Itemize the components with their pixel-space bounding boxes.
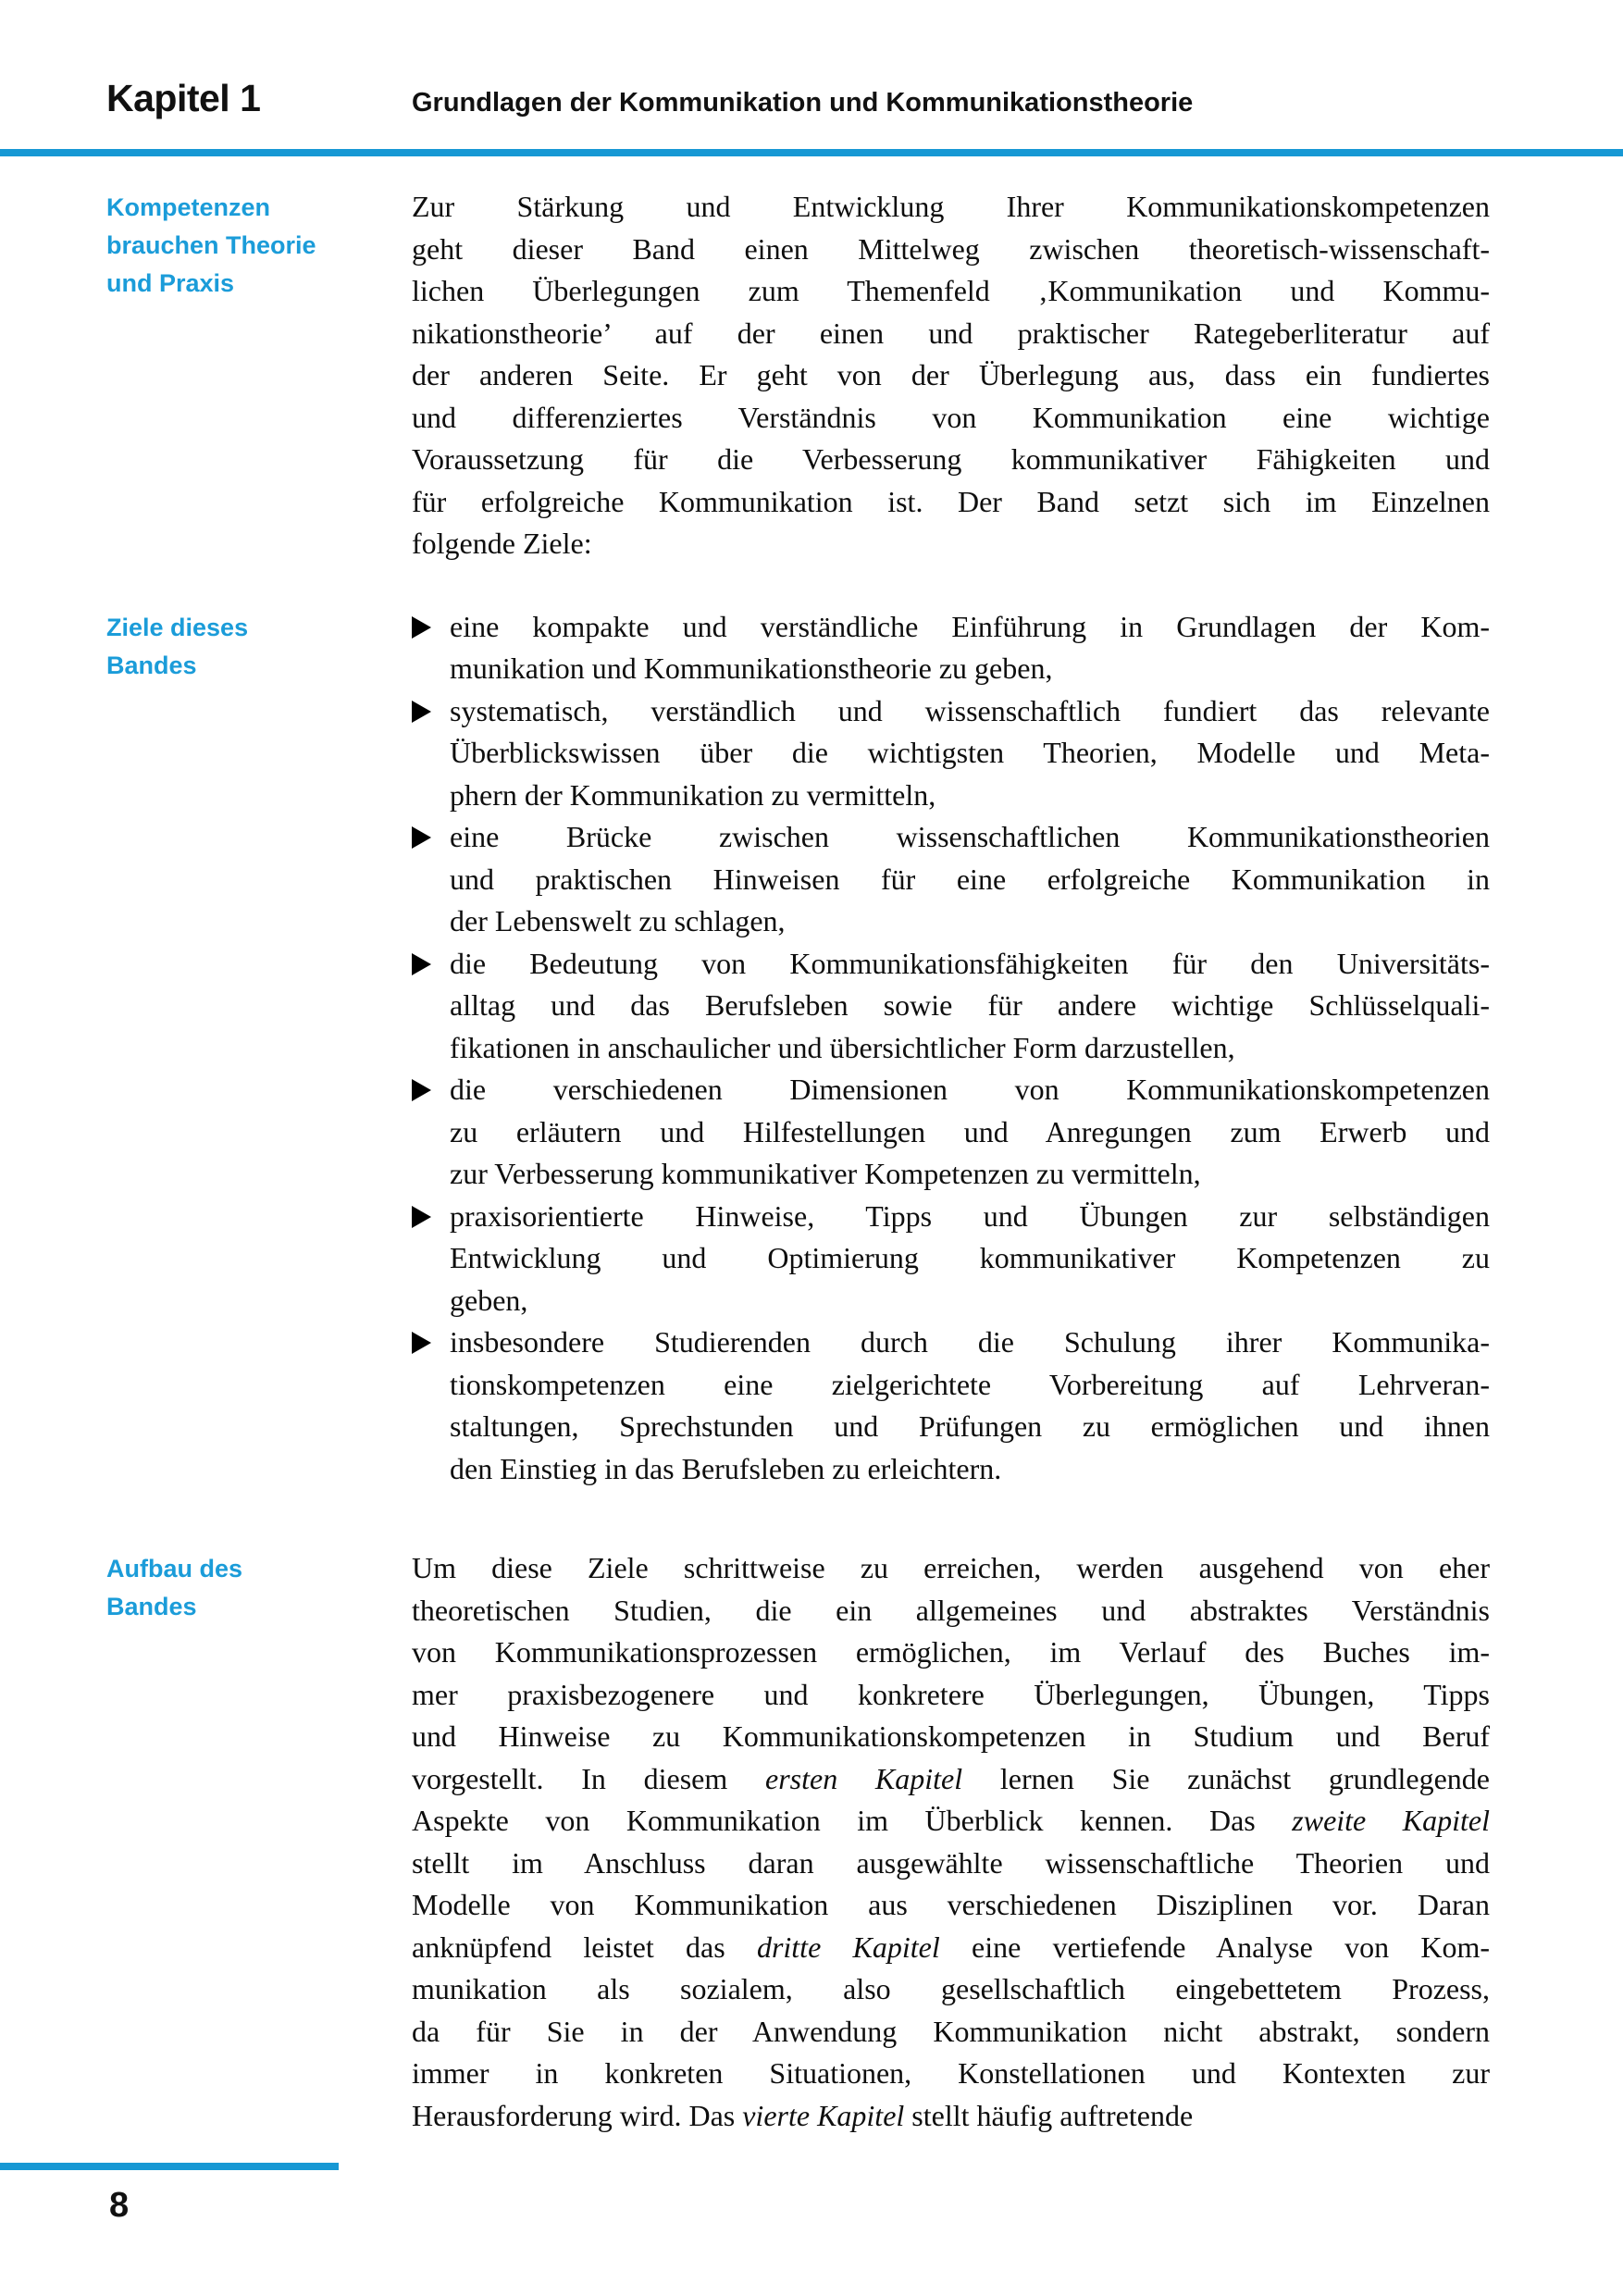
text-line: zu erläutern und Hilfestellungen und Anregungen zum Erwerb und <box>450 1114 1490 1148</box>
text-line: und differenziertes Verständnis von Kommunikation eine wichtige <box>412 400 1490 434</box>
text-line: Entwicklung und Optimierung kommunikativer Kompetenzen zu <box>450 1241 1490 1274</box>
header-divider <box>0 149 1623 156</box>
section-aufbau <box>106 1547 1490 2137</box>
margin-note-aufbau <box>106 1547 412 1626</box>
margin-note-line: Ziele dieses <box>106 613 249 641</box>
text-line: Überblickswissen über die wichtigsten Theorien, Modelle und Meta- <box>450 736 1490 769</box>
page-number: 8 <box>109 2186 130 2225</box>
text-line: Herausforderung wird. Das vierte Kapitel stellt häufig auftretende <box>412 2098 1194 2132</box>
bullet-triangle-icon <box>412 1079 431 1101</box>
goals-bullet-list <box>412 606 1490 1491</box>
text-line: zur Verbesserung kommunikativer Kompetenzen zu vermitteln, <box>450 1157 1201 1190</box>
text-line: die Bedeutung von Kommunikationsfähigkeiten für den Universitäts- <box>450 946 1490 980</box>
text-line: der anderen Seite. Er geht von der Überlegung aus, dass ein fundiertes <box>412 358 1490 391</box>
page-header <box>0 0 1623 125</box>
margin-note-line: Bandes <box>106 651 197 679</box>
bullet-item <box>412 816 1490 943</box>
text-line: eine Brücke zwischen wissenschaftlichen Kommunikationstheorien <box>450 820 1490 853</box>
text-line: von Kommunikationsprozessen ermöglichen, im Verlauf des Buches im- <box>412 1635 1490 1669</box>
text-line: alltag und das Berufsleben sowie für andere wichtige Schlüsselquali- <box>450 988 1490 1022</box>
text-line: insbesondere Studierenden durch die Schulung ihrer Kommunika- <box>450 1325 1490 1359</box>
text-line: eine kompakte und verständliche Einführung in Grundlagen der Kom- <box>450 609 1490 643</box>
text-line: stellt im Anschluss daran ausgewählte wissenschaftliche Theorien und <box>412 1845 1490 1880</box>
margin-note-kompetenzen <box>106 186 412 303</box>
bullet-triangle-icon <box>412 826 431 849</box>
margin-note-line: Aufbau des <box>106 1555 243 1582</box>
bullet-item <box>412 690 1490 817</box>
text-line: lichen Überlegungen zum Themenfeld ‚Kommunikation und Kommu- <box>412 274 1490 307</box>
text-line: Aspekte von Kommunikation im Überblick kennen. Das zweite Kapitel <box>412 1804 1491 1837</box>
bullet-triangle-icon <box>412 1206 431 1228</box>
bullet-item <box>412 943 1490 1070</box>
section-intro <box>106 186 1490 565</box>
text-line: da für Sie in der Anwendung Kommunikation nicht abstrakt, sondern <box>412 2014 1490 2048</box>
text-line: und Hinweise zu Kommunikationskompetenzen in Studium und Beruf <box>412 1719 1490 1753</box>
bullet-triangle-icon <box>412 953 431 975</box>
chapter-title: Grundlagen der Kommunikation und Kommunikationstheorie <box>412 88 1194 118</box>
text-line: staltungen, Sprechstunden und Prüfungen zu ermöglichen und ihnen <box>450 1409 1490 1443</box>
section-ziele <box>106 606 1490 1491</box>
text-line: der Lebenswelt zu schlagen, <box>450 904 786 937</box>
text-line: geben, <box>450 1283 528 1317</box>
intro-paragraph <box>412 186 1490 565</box>
text-line: anknüpfend leistet das dritte Kapitel eine vertiefende Analyse von Kom- <box>412 1930 1491 1964</box>
margin-note-line: und Praxis <box>106 269 235 297</box>
bullet-item <box>412 1069 1490 1196</box>
text-line: immer in konkreten Situationen, Konstellationen und Kontexten zur <box>412 2056 1490 2090</box>
margin-note-ziele <box>106 606 412 685</box>
margin-note-line: Kompetenzen <box>106 193 271 221</box>
text-line: und praktischen Hinweisen für eine erfolgreiche Kommunikation in <box>450 862 1490 896</box>
chapter-label: Kapitel 1 <box>106 77 261 119</box>
bullet-triangle-icon <box>412 616 431 639</box>
page-content <box>0 186 1623 2137</box>
text-line: folgende Ziele: <box>412 527 592 560</box>
aufbau-paragraph <box>412 1547 1490 2137</box>
text-line: phern der Kommunikation zu vermitteln, <box>450 777 936 812</box>
text-line: systematisch, verständlich und wissenschaftlich fundiert das relevante <box>450 693 1490 727</box>
bullet-item <box>412 1322 1490 1490</box>
bullet-triangle-icon <box>412 1332 431 1354</box>
text-line: theoretischen Studien, die ein allgemeines und abstraktes Verständnis <box>412 1593 1490 1627</box>
text-line: fikationen in anschaulicher und übersichtlicher Form darzustellen, <box>450 1030 1235 1064</box>
text-line: munikation und Kommunikationstheorie zu geben, <box>450 652 1053 685</box>
text-line: den Einstieg in das Berufsleben zu erleichtern. <box>450 1451 1002 1485</box>
bullet-triangle-icon <box>412 701 431 723</box>
text-line: praxisorientierte Hinweise, Tipps und Übungen zur selbständigen <box>450 1198 1490 1233</box>
text-line: nikationstheorie’ auf der einen und praktischer Rategeberliteratur auf <box>412 316 1490 350</box>
text-line: vorgestellt. In diesem ersten Kapitel lernen Sie zunächst grundlegende <box>412 1761 1491 1795</box>
text-line: mer praxisbezogenere und konkretere Überlegungen, Übungen, Tipps <box>412 1677 1490 1711</box>
text-line: Voraussetzung für die Verbesserung kommunikativer Fähigkeiten und <box>412 442 1490 476</box>
text-line: Um diese Ziele schrittweise zu erreichen, werden ausgehend von eher <box>412 1551 1490 1584</box>
text-line: für erfolgreiche Kommunikation ist. Der Band setzt sich im Einzelnen <box>412 484 1490 518</box>
footer-divider <box>0 2163 339 2170</box>
text-line: Zur Stärkung und Entwicklung Ihrer Kommunikationskompetenzen <box>412 190 1490 223</box>
margin-note-line: brauchen Theorie <box>106 231 316 259</box>
text-line: geht dieser Band einen Mittelweg zwischen theoretisch-wissenschaft- <box>412 231 1490 266</box>
text-line: munikation als sozialem, also gesellschaftlich eingebettetem Prozess, <box>412 1972 1490 2005</box>
bullet-item <box>412 1196 1490 1322</box>
text-line: Modelle von Kommunikation aus verschiedenen Disziplinen vor. Daran <box>412 1888 1490 1921</box>
text-line: die verschiedenen Dimensionen von Kommunikationskompetenzen <box>450 1073 1490 1106</box>
text-line: tionskompetenzen eine zielgerichtete Vorbereitung auf Lehrveran- <box>450 1367 1490 1401</box>
bullet-item <box>412 606 1490 690</box>
margin-note-line: Bandes <box>106 1593 197 1620</box>
